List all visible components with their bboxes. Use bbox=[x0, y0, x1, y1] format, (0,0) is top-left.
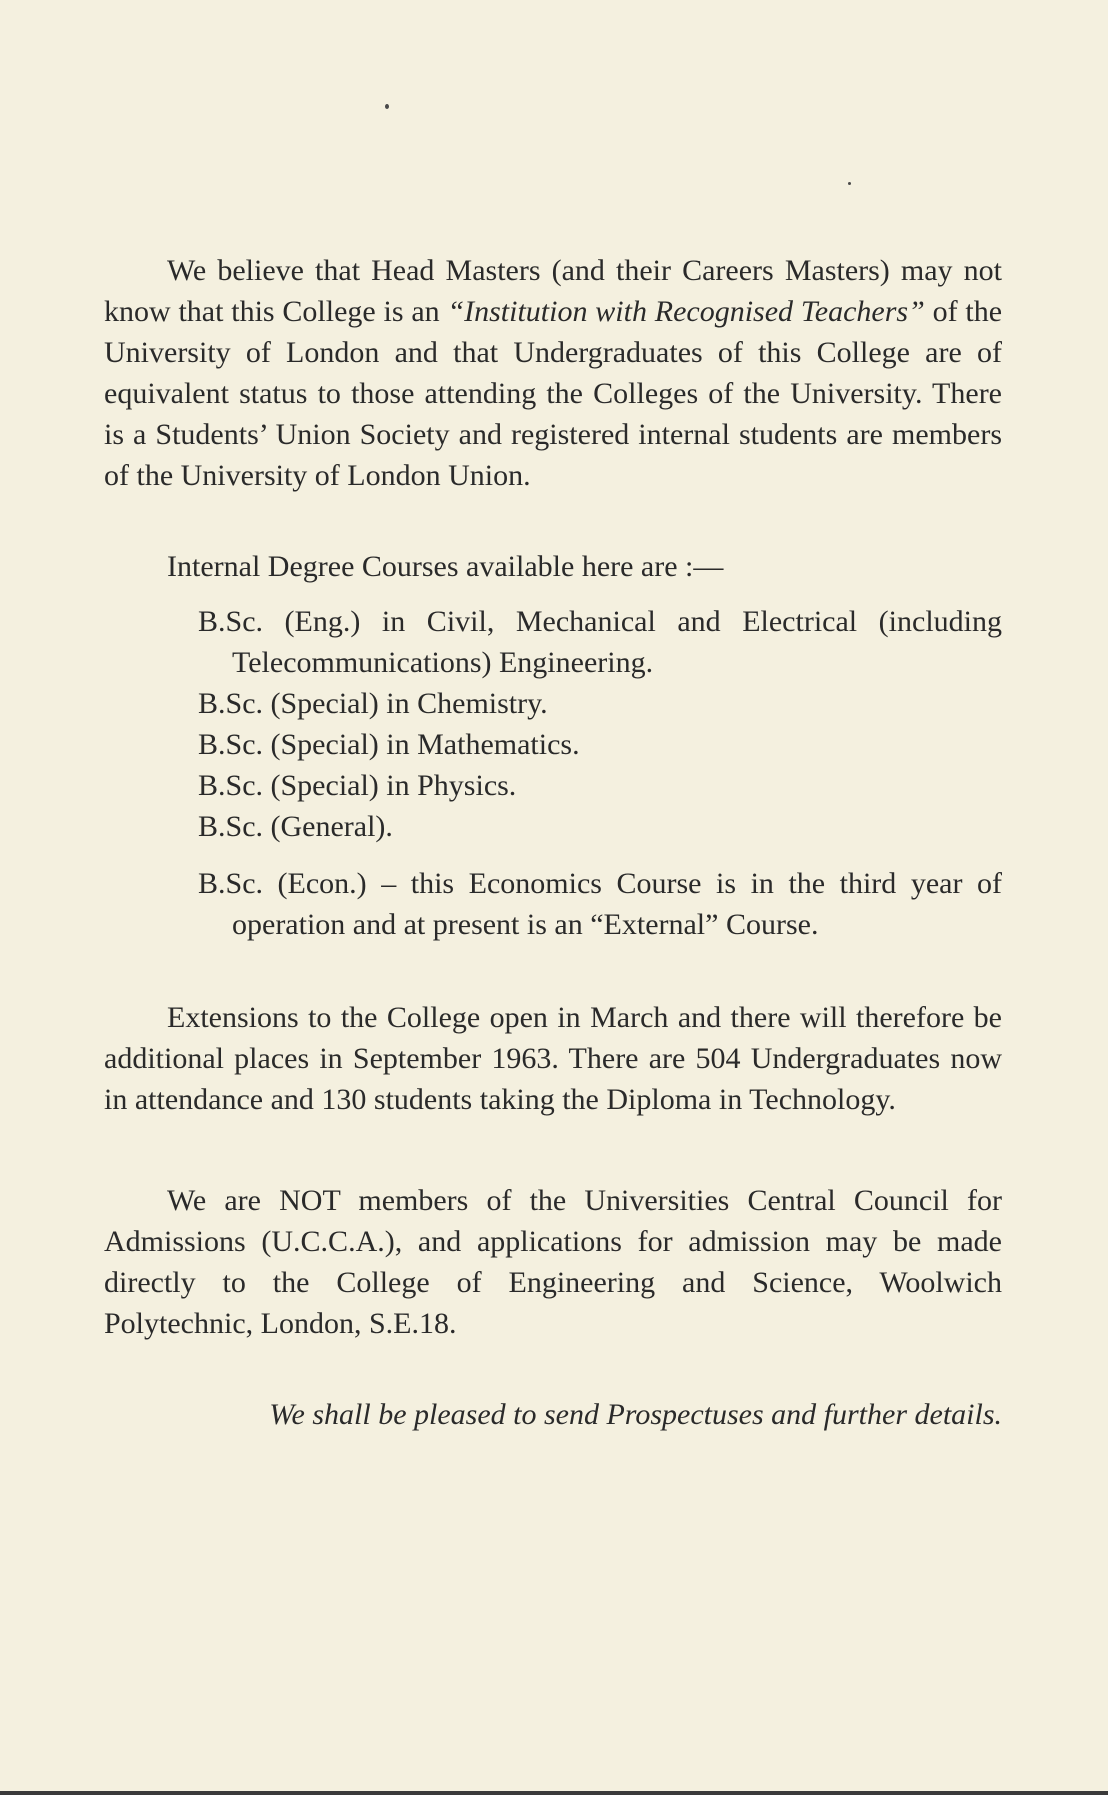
admissions-paragraph: We are NOT members of the Universities Central Council for Admissions (U.C.C.A.), and applications for admission may be made directly to the College of Engineering and Science, Woolwich Polytechnic, London, S.E.18. bbox=[104, 1184, 1002, 1340]
closing-line: We shall be pleased to send Prospectuses and further details. bbox=[269, 1398, 1002, 1431]
intro-text-end: of the University of London and that Undergraduates of this College are of equivalent status to those attending the Colleges of the University. There is a Students’ Union Society and registered internal students are members of the University of London Union. bbox=[104, 295, 1003, 492]
course-item-mathematics: B.Sc. (Special) in Mathematics. bbox=[198, 728, 580, 761]
intro-paragraph bbox=[104, 250, 1002, 496]
document-body bbox=[104, 250, 1002, 1435]
ink-speck bbox=[848, 182, 851, 185]
course-item-eng: B.Sc. (Eng.) in Civil, Mechanical and Electrical (including Telecommunications) Engineering. bbox=[198, 605, 1002, 679]
intro-text-start: We believe that Head Masters (and their Careers Masters) may not know that this College is an bbox=[104, 254, 1002, 328]
courses-intro: Internal Degree Courses available here are :— bbox=[167, 550, 724, 583]
extensions-paragraph: Extensions to the College open in March and there will therefore be additional places in September 1963. There are 504 Undergraduates now in attendance and 130 students taking the Diploma in Technology. bbox=[104, 1001, 1002, 1116]
course-list bbox=[104, 601, 1002, 945]
course-item-physics: B.Sc. (Special) in Physics. bbox=[198, 769, 517, 802]
course-item-general: B.Sc. (General). bbox=[198, 810, 393, 843]
intro-text-italic: “Institution with Recognised Teachers” bbox=[447, 295, 925, 328]
ink-speck bbox=[385, 104, 389, 109]
course-item-chemistry: B.Sc. (Special) in Chemistry. bbox=[198, 687, 548, 720]
page-bottom-edge bbox=[0, 1791, 1108, 1795]
course-item-econ: B.Sc. (Econ.) – this Economics Course is in the third year of operation and at present is an “External” Course. bbox=[198, 867, 1002, 941]
